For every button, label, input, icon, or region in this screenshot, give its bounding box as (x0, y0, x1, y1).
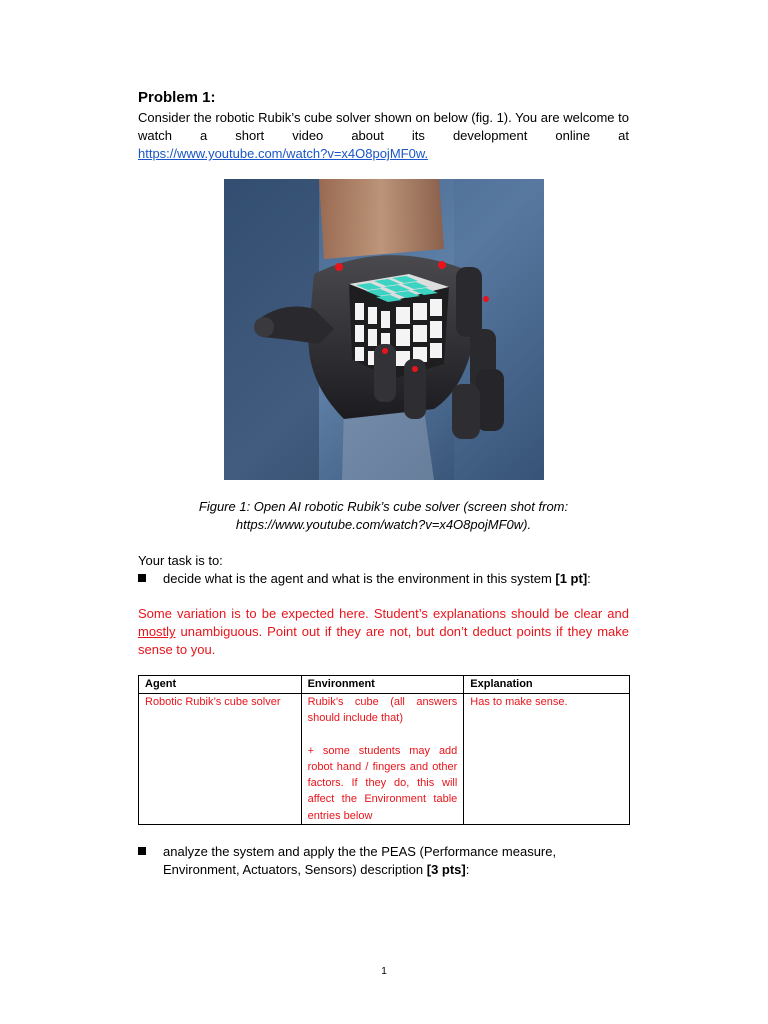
grading-note-underlined: mostly (138, 624, 176, 639)
problem-title: Problem 1: (138, 89, 216, 106)
task-intro: Your task is to: (138, 553, 223, 568)
robot-hand-photo (224, 179, 544, 480)
intro-line-2: watch a short video about its development online at (138, 128, 629, 143)
bullet-1-text: decide what is the agent and what is the environment in this system (163, 571, 556, 586)
table-header-row (139, 676, 630, 694)
cell-environment (301, 694, 464, 825)
agent-environment-table (138, 675, 630, 825)
grading-note-part-2: unambiguous. Point out if they are not, but don’t deduct points if they make sense to you. (138, 624, 629, 657)
bullet-1-points: [1 pt] (555, 571, 588, 586)
video-link[interactable]: https://www.youtube.com/watch?v=x4O8pojMF0w. (138, 146, 429, 161)
cell-explanation: Has to make sense. (464, 694, 630, 825)
page-number: 1 (381, 966, 387, 977)
cell-agent: Robotic Rubik’s cube solver (139, 694, 302, 825)
grading-note-part-1: Some variation is to be expected here. Student’s explanations should be clear and (138, 606, 629, 621)
table-row (139, 694, 630, 825)
intro-paragraph (138, 109, 629, 163)
bullet-item-agent-environment (138, 570, 629, 588)
environment-part-2: + some students may add robot hand / fingers and other factors. If they do, this will affect the Environment table entries below (307, 744, 458, 822)
square-bullet-icon (138, 847, 146, 855)
figure-image (224, 179, 544, 480)
header-explanation: Explanation (464, 676, 630, 694)
header-agent: Agent (139, 676, 302, 694)
bullet-item-peas (138, 843, 629, 879)
caption-line-1: Figure 1: Open AI robotic Rubik’s cube solver (screen shot from: (198, 499, 569, 514)
intro-line-1: Consider the robotic Rubik’s cube solver shown on below (fig. 1). You are welcome to (138, 110, 629, 125)
square-bullet-icon (138, 574, 146, 582)
bullet-2-colon: : (465, 862, 470, 877)
header-environment: Environment (301, 676, 464, 694)
bullet-2-text: analyze the system and apply the the PEAS (Performance measure, Environment, Actuators, Sensors) description (163, 844, 557, 877)
caption-line-2: https://www.youtube.com/watch?v=x4O8pojMF0w). (235, 517, 532, 532)
grading-note (138, 605, 629, 659)
bullet-1-colon: : (587, 571, 591, 586)
figure-caption (138, 498, 629, 534)
bullet-2-points: [3 pts] (426, 862, 466, 877)
environment-part-1: Rubik’s cube (all answers should include that) (307, 696, 458, 725)
